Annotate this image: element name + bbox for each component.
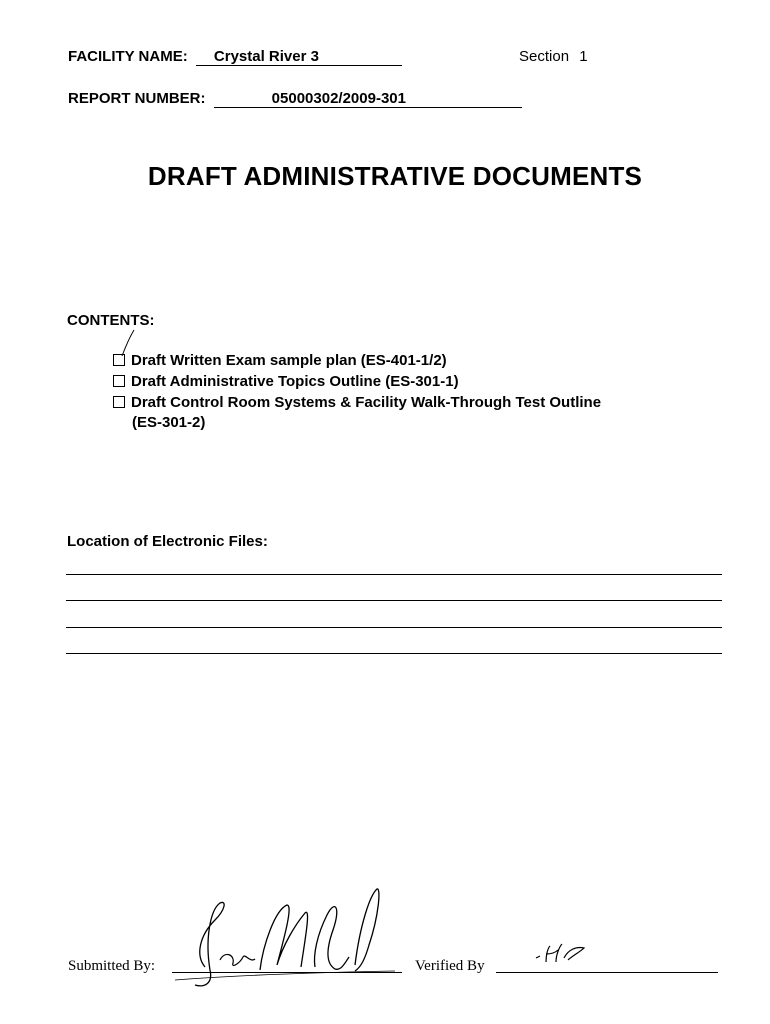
file-location-line	[66, 653, 722, 654]
contents-item-3	[113, 394, 601, 411]
verified-by-label: Verified By	[415, 958, 485, 974]
contents-item-3-continued: (ES-301-2)	[132, 414, 206, 431]
facility-name-label: FACILITY NAME:	[68, 48, 188, 65]
checkbox-icon	[113, 396, 125, 408]
verified-by-line	[496, 972, 718, 973]
verifier-initials	[532, 940, 602, 972]
section-value: 1	[579, 48, 588, 65]
contents-item-text: Draft Administrative Topics Outline (ES-301-1)	[131, 373, 459, 390]
contents-label: CONTENTS:	[67, 312, 155, 329]
file-location-line	[66, 574, 722, 575]
section-info	[519, 48, 588, 65]
report-number-field	[214, 90, 522, 108]
report-number-label: REPORT NUMBER:	[68, 90, 206, 107]
report-number-value: 05000302/2009-301	[271, 90, 406, 107]
contents-item-1	[113, 352, 447, 369]
file-location-line	[66, 600, 722, 601]
facility-name-field	[196, 48, 402, 66]
facility-name-row	[68, 48, 402, 66]
facility-name-value: Crystal River 3	[213, 48, 319, 65]
section-label: Section	[519, 48, 570, 65]
contents-item-2	[113, 373, 459, 390]
checkbox-icon	[113, 354, 125, 366]
handwritten-signature	[165, 885, 405, 995]
contents-item-text: Draft Control Room Systems & Facility Walk-Through Test Outline	[131, 394, 602, 411]
file-location-line	[66, 627, 722, 628]
contents-item-text: Draft Written Exam sample plan (ES-401-1/2)	[131, 352, 447, 369]
report-number-row	[68, 90, 522, 108]
page-title: DRAFT ADMINISTRATIVE DOCUMENTS	[147, 161, 643, 191]
electronic-files-label: Location of Electronic Files:	[67, 533, 268, 550]
submitted-by-label: Submitted By:	[68, 958, 156, 974]
checkbox-icon	[113, 375, 125, 387]
